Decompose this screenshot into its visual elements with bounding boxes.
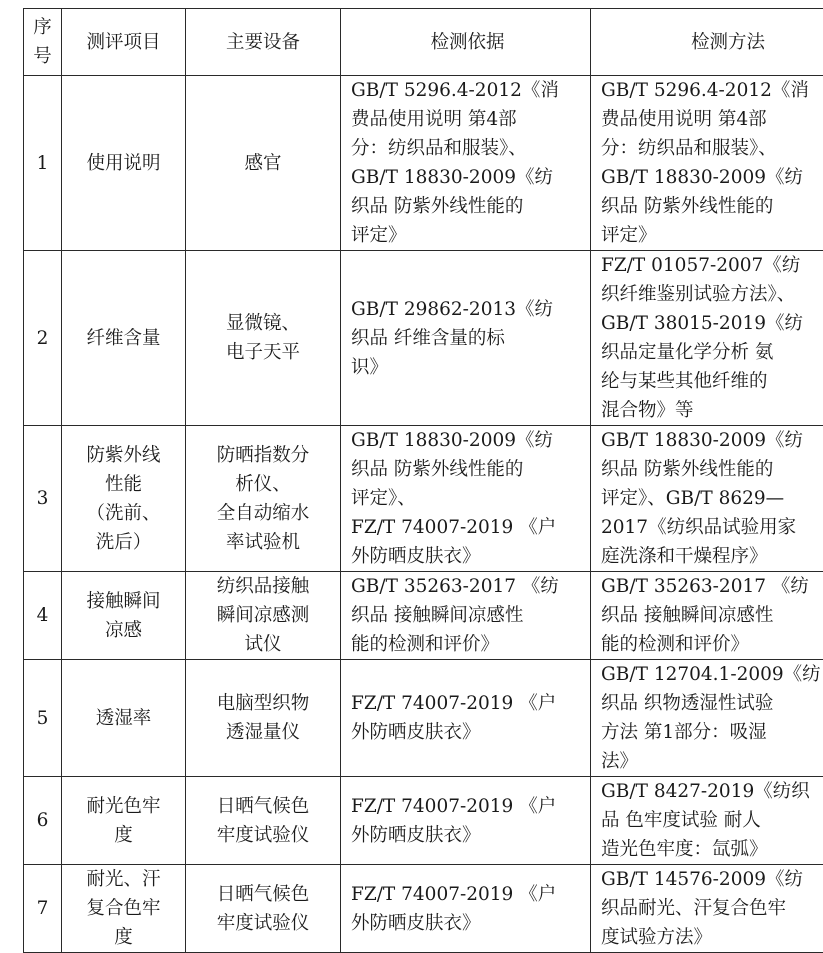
cell-text-line: 日晒气候色 xyxy=(192,792,334,821)
test-method-cell xyxy=(591,426,823,572)
test-item-cell xyxy=(62,251,186,426)
header-test-method: 检测方法 xyxy=(591,9,823,76)
cell-text-line: GB/T 18830-2009《纺 xyxy=(601,426,823,455)
cell-text-line: 全自动缩水 xyxy=(192,499,334,528)
cell-text-line: 纺织品接触 xyxy=(192,572,334,601)
cell-text-line: 织品 防紫外线性能的 xyxy=(351,455,584,484)
cell-text-line: FZ/T 74007-2019 《户 xyxy=(351,513,584,542)
cell-text-line: 洗后） xyxy=(68,528,179,557)
cell-text-line: 日晒气候色 xyxy=(192,880,334,909)
cell-text-line: 试仪 xyxy=(192,630,334,659)
cell-text-line: 电脑型织物 xyxy=(192,689,334,718)
cell-text-line: 外防晒皮肤衣》 xyxy=(351,821,584,850)
test-basis-cell xyxy=(341,251,591,426)
test-item-cell xyxy=(62,76,186,251)
cell-text-line: 外防晒皮肤衣》 xyxy=(351,718,584,747)
test-item-cell xyxy=(62,865,186,953)
cell-text-line: 纶与某些其他纤维的 xyxy=(601,367,823,396)
cell-text-line: 度试验方法》 xyxy=(601,923,823,952)
cell-text-line: 织品耐光、汗复合色牢 xyxy=(601,894,823,923)
table-header-row xyxy=(24,9,823,76)
cell-text-line: FZ/T 74007-2019 《户 xyxy=(351,880,584,909)
cell-text-line: FZ/T 01057-2007《纺 xyxy=(601,251,823,280)
cell-text-line: 度 xyxy=(68,821,179,850)
test-basis-cell xyxy=(341,777,591,865)
test-item-cell xyxy=(62,777,186,865)
test-item-cell xyxy=(62,660,186,777)
cell-text-line: 织品 防紫外线性能的 xyxy=(601,192,823,221)
test-item-cell xyxy=(62,426,186,572)
cell-text-line: 造光色牢度：氙弧》 xyxy=(601,835,823,864)
cell-text-line: 接触瞬间 xyxy=(68,587,179,616)
cell-text-line: 织纤维鉴别试验方法》、 xyxy=(601,280,823,309)
cell-text-line: 度 xyxy=(68,923,179,952)
test-method-cell xyxy=(591,572,823,660)
cell-text-line: GB/T 18830-2009《纺 xyxy=(351,163,584,192)
cell-text-line: 评定》 xyxy=(351,221,584,250)
cell-text-line: 防晒指数分 xyxy=(192,441,334,470)
table-row xyxy=(24,777,823,865)
cell-text-line: GB/T 18830-2009《纺 xyxy=(601,163,823,192)
cell-text-line: GB/T 5296.4-2012《消 xyxy=(351,76,584,105)
cell-text-line: GB/T 5296.4-2012《消 xyxy=(601,76,823,105)
cell-text-line: 析仪、 xyxy=(192,470,334,499)
test-method-cell xyxy=(591,76,823,251)
equipment-cell xyxy=(186,660,341,777)
cell-text-line: FZ/T 74007-2019 《户 xyxy=(351,689,584,718)
cell-text-line: 牢度试验仪 xyxy=(192,909,334,938)
cell-text-line: GB/T 18830-2009《纺 xyxy=(351,426,584,455)
test-basis-cell xyxy=(341,572,591,660)
cell-text-line: 法》 xyxy=(601,747,823,776)
cell-text-line: 感官 xyxy=(192,149,334,178)
cell-text-line: 复合色牢 xyxy=(68,894,179,923)
cell-text-line: 纤维含量 xyxy=(68,324,179,353)
cell-text-line: 能的检测和评价》 xyxy=(351,630,584,659)
table-row xyxy=(24,251,823,426)
serial-number-cell: 6 xyxy=(24,777,62,865)
equipment-cell xyxy=(186,865,341,953)
test-standards-table xyxy=(23,8,823,953)
cell-text-line: 能的检测和评价》 xyxy=(601,630,823,659)
test-basis-cell xyxy=(341,426,591,572)
serial-number-cell: 4 xyxy=(24,572,62,660)
cell-text-line: 混合物》等 xyxy=(601,396,823,425)
serial-number-cell: 5 xyxy=(24,660,62,777)
cell-text-line: 织品 防紫外线性能的 xyxy=(601,455,823,484)
cell-text-line: 评定》 xyxy=(601,221,823,250)
cell-text-line: 织品 纤维含量的标 xyxy=(351,324,584,353)
test-method-cell xyxy=(591,777,823,865)
cell-text-line: 显微镜、 xyxy=(192,309,334,338)
cell-text-line: 牢度试验仪 xyxy=(192,821,334,850)
cell-text-line: 织品 接触瞬间凉感性 xyxy=(351,601,584,630)
table-row xyxy=(24,660,823,777)
equipment-cell xyxy=(186,777,341,865)
header-test-basis: 检测依据 xyxy=(341,9,591,76)
cell-text-line: 电子天平 xyxy=(192,338,334,367)
cell-text-line: （洗前、 xyxy=(68,499,179,528)
cell-text-line: 使用说明 xyxy=(68,149,179,178)
equipment-cell xyxy=(186,572,341,660)
cell-text-line: 透湿率 xyxy=(68,704,179,733)
table-row xyxy=(24,865,823,953)
cell-text-line: GB/T 14576-2009《纺 xyxy=(601,865,823,894)
cell-text-line: 织品 接触瞬间凉感性 xyxy=(601,601,823,630)
header-serial-number: 序 号 xyxy=(24,9,62,76)
cell-text-line: 外防晒皮肤衣》 xyxy=(351,909,584,938)
cell-text-line: 耐光、汗 xyxy=(68,865,179,894)
serial-number-cell: 1 xyxy=(24,76,62,251)
cell-text-line: 防紫外线 xyxy=(68,441,179,470)
cell-text-line: 耐光色牢 xyxy=(68,792,179,821)
cell-text-line: GB/T 35263-2017 《纺 xyxy=(601,572,823,601)
cell-text-line: GB/T 8427-2019《纺织 xyxy=(601,777,823,806)
cell-text-line: 织品 织物透湿性试验 xyxy=(601,689,823,718)
serial-number-cell: 3 xyxy=(24,426,62,572)
table-row xyxy=(24,76,823,251)
cell-text-line: 外防晒皮肤衣》 xyxy=(351,542,584,571)
serial-number-cell: 7 xyxy=(24,865,62,953)
cell-text-line: 凉感 xyxy=(68,616,179,645)
cell-text-line: 费品使用说明 第4部 xyxy=(351,105,584,134)
cell-text-line: 性能 xyxy=(68,470,179,499)
header-main-equipment: 主要设备 xyxy=(186,9,341,76)
cell-text-line: 评定》、GB/T 8629— xyxy=(601,484,823,513)
test-item-cell xyxy=(62,572,186,660)
cell-text-line: 庭洗涤和干燥程序》 xyxy=(601,542,823,571)
test-basis-cell xyxy=(341,865,591,953)
cell-text-line: 分：纺织品和服装》、 xyxy=(601,134,823,163)
table-row xyxy=(24,572,823,660)
cell-text-line: 2017《纺织品试验用家 xyxy=(601,513,823,542)
test-method-cell xyxy=(591,251,823,426)
cell-text-line: GB/T 12704.1-2009《纺 xyxy=(601,660,823,689)
header-test-item: 测评项目 xyxy=(62,9,186,76)
table-row xyxy=(24,426,823,572)
equipment-cell xyxy=(186,251,341,426)
cell-text-line: 方法 第1部分：吸湿 xyxy=(601,718,823,747)
cell-text-line: 费品使用说明 第4部 xyxy=(601,105,823,134)
cell-text-line: 织品 防紫外线性能的 xyxy=(351,192,584,221)
test-basis-cell xyxy=(341,660,591,777)
cell-text-line: 率试验机 xyxy=(192,528,334,557)
cell-text-line: GB/T 38015-2019《纺 xyxy=(601,309,823,338)
cell-text-line: 品 色牢度试验 耐人 xyxy=(601,806,823,835)
cell-text-line: GB/T 35263-2017 《纺 xyxy=(351,572,584,601)
cell-text-line: FZ/T 74007-2019 《户 xyxy=(351,792,584,821)
equipment-cell xyxy=(186,426,341,572)
table-body xyxy=(24,76,823,953)
test-basis-cell xyxy=(341,76,591,251)
test-method-cell xyxy=(591,660,823,777)
cell-text-line: 识》 xyxy=(351,353,584,382)
serial-number-cell: 2 xyxy=(24,251,62,426)
equipment-cell xyxy=(186,76,341,251)
cell-text-line: GB/T 29862-2013《纺 xyxy=(351,295,584,324)
cell-text-line: 透湿量仪 xyxy=(192,718,334,747)
cell-text-line: 织品定量化学分析 氨 xyxy=(601,338,823,367)
cell-text-line: 评定》、 xyxy=(351,484,584,513)
cell-text-line: 瞬间凉感测 xyxy=(192,601,334,630)
test-method-cell xyxy=(591,865,823,953)
cell-text-line: 分：纺织品和服装》、 xyxy=(351,134,584,163)
